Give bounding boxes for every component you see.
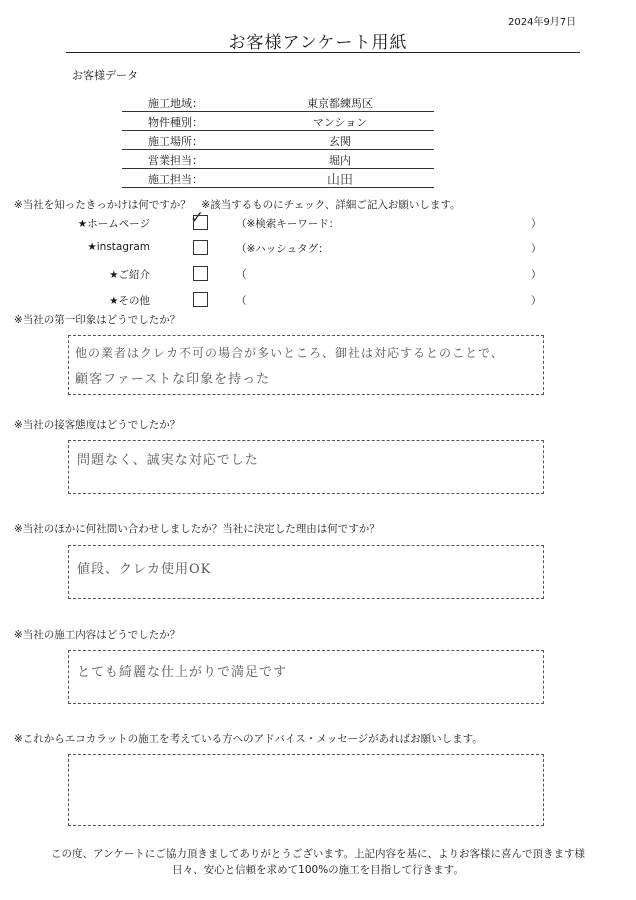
option-detail: （ [236, 269, 247, 281]
info-value: 堀内 [329, 154, 351, 167]
survey-date: 2024年9月7日 [508, 17, 577, 28]
info-label: 施工場所： [148, 135, 203, 148]
option-checkbox[interactable] [193, 292, 208, 307]
option-label: ★instagram [87, 241, 150, 253]
info-label: 物件種別： [148, 116, 203, 129]
customer-section-label: お客様データ [72, 69, 138, 82]
check-mark-icon: ✓ [190, 208, 205, 228]
info-value-handwritten: 山田 [326, 173, 353, 188]
option-label: ★その他 [109, 295, 150, 307]
option-checkbox[interactable] [193, 266, 208, 281]
option-close-paren: ） [531, 269, 542, 281]
info-row-location [122, 131, 434, 150]
q3-answer-box[interactable] [68, 440, 544, 494]
option-row-referral [0, 265, 636, 283]
q2-answer-line1: 他の業者はクレカ不可の場合が多いところ、御社は対応するとのことで、 [75, 346, 504, 360]
q5-answer-box[interactable] [68, 650, 544, 704]
option-detail: （※検索キーワード： [236, 218, 340, 230]
q4-answer-box[interactable] [68, 545, 544, 599]
q3-answer: 問題なく、誠実な対応でした [77, 453, 259, 468]
option-row-homepage [0, 208, 636, 232]
q4-question: ※当社のほかに何社問い合わせしましたか？当社に決定した理由は何ですか？ [14, 523, 380, 535]
q4-answer: 値段、クレカ使用OK [77, 562, 212, 577]
option-close-paren: ） [531, 243, 542, 255]
info-label: 施工担当： [148, 173, 203, 186]
option-detail: （ [236, 295, 247, 307]
info-row-sales-rep [122, 150, 434, 169]
customer-info-table [122, 93, 434, 188]
option-label: ★ホームページ [77, 218, 150, 230]
info-label: 営業担当： [148, 154, 203, 167]
option-row-instagram [0, 239, 636, 257]
option-label: ★ご紹介 [109, 269, 150, 281]
option-close-paren: ） [531, 218, 542, 230]
q3-question: ※当社の接客態度はどうでしたか？ [14, 419, 181, 431]
info-row-area [122, 93, 434, 112]
q2-answer-line2: 顧客ファーストな印象を持った [75, 372, 271, 387]
footer-line2: 日々、安心と信頼を求めて100%の施工を目指して行きます。 [172, 864, 464, 876]
option-close-paren: ） [531, 295, 542, 307]
q5-question: ※当社の施工内容はどうでしたか？ [14, 629, 181, 641]
footer-line1: この度、アンケートにご協力頂きましてありがとうございます。上記内容を基に、よりお客様に喜んで頂きます様 [50, 848, 586, 860]
q2-question: ※当社の第一印象はどうでしたか？ [14, 314, 181, 326]
q2-answer-box[interactable] [68, 335, 544, 395]
q1-question: ※当社を知ったきっかけは何ですか？ ※該当するものにチェック、詳細ご記入お願いします。 [14, 199, 461, 211]
title-underline [66, 52, 580, 53]
option-checkbox[interactable] [193, 240, 208, 255]
info-value: 玄関 [329, 135, 351, 148]
page-title: お客様アンケート用紙 [228, 33, 408, 53]
info-row-property-type [122, 112, 434, 131]
option-detail: （※ハッシュタグ： [236, 243, 329, 255]
q6-question: ※これからエコカラットの施工を考えている方へのアドバイス・メッセージがあればお願いします。 [14, 733, 483, 745]
q5-answer: とても綺麗な仕上がりで満足です [77, 665, 288, 680]
info-value: 東京都練馬区 [307, 97, 373, 110]
q6-answer-box[interactable] [68, 754, 544, 826]
option-checkbox[interactable] [190, 208, 208, 230]
option-row-other [0, 291, 636, 309]
info-row-installer [122, 169, 434, 188]
info-value: マンション [312, 116, 368, 129]
info-label: 施工地域： [148, 97, 203, 110]
